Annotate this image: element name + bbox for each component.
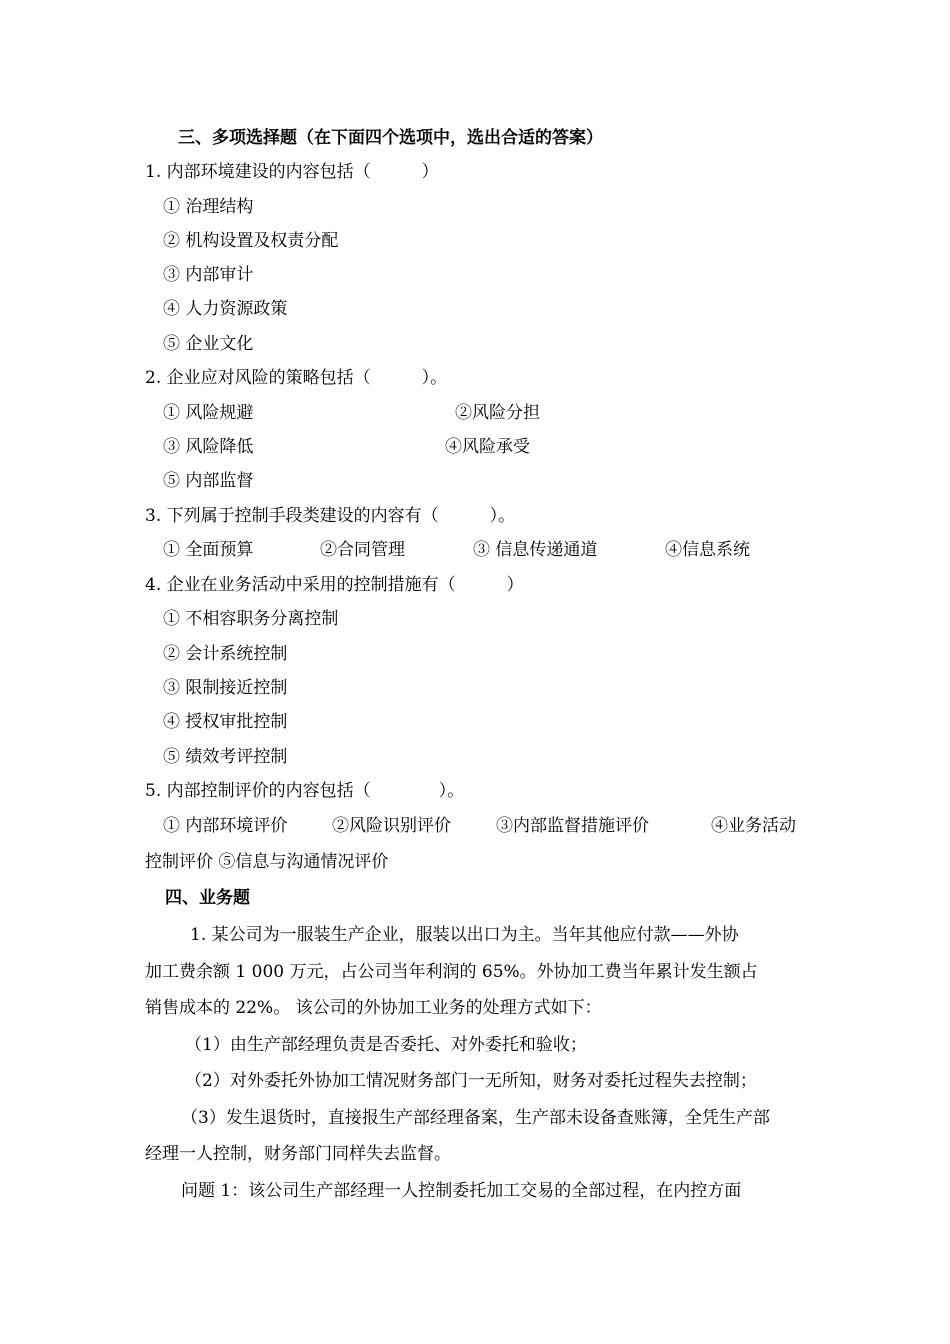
case-line-3: 销售成本的 22%。 该公司的外协加工业务的处理方式如下： xyxy=(145,998,602,1018)
case-item-2: （2）对外委托外协加工情况财务部门一无所知，财务对委托过程失去控制； xyxy=(185,1071,757,1091)
q5-stem: 5. 内部控制评价的内容包括（ ）。 xyxy=(145,781,465,801)
q5-option-3: ③内部监督措施评价 xyxy=(496,816,649,836)
q2-option-1: ① 风险规避 xyxy=(163,403,254,423)
q1-stem: 1. 内部环境建设的内容包括（ ） xyxy=(145,162,439,182)
q1-option-3: ③ 内部审计 xyxy=(163,265,254,285)
case-item-1: （1）由生产部经理负责是否委托、对外委托和验收； xyxy=(185,1035,587,1055)
q5-option-2: ②风险识别评价 xyxy=(332,816,451,836)
case-line-2: 加工费余额 1 000 万元，占公司当年利润的 65%。外协加工费当年累计发生额占 xyxy=(145,962,758,982)
q3-option-2: ②合同管理 xyxy=(320,540,405,560)
q4-option-5: ⑤ 绩效考评控制 xyxy=(163,747,288,767)
question-1: 问题 1：该公司生产部经理一人控制委托加工交易的全部过程，在内控方面 xyxy=(181,1181,742,1201)
q2-stem: 2. 企业应对风险的策略包括（ ）。 xyxy=(145,368,448,388)
q5-option-4: ④业务活动 xyxy=(711,816,796,836)
q3-option-3: ③ 信息传递通道 xyxy=(473,540,598,560)
q4-option-1: ① 不相容职务分离控制 xyxy=(163,609,339,629)
q4-option-3: ③ 限制接近控制 xyxy=(163,678,288,698)
q2-option-5: ⑤ 内部监督 xyxy=(163,471,254,491)
q5-option-1: ① 内部环境评价 xyxy=(163,816,288,836)
q1-option-5: ⑤ 企业文化 xyxy=(163,334,254,354)
q4-option-2: ② 会计系统控制 xyxy=(163,644,288,664)
q1-option-4: ④ 人力资源政策 xyxy=(163,299,288,319)
section4-heading: 四、业务题 xyxy=(165,888,250,908)
case-item-3: （3）发生退货时，直接报生产部经理备案，生产部未设备查账簿，全凭生产部 xyxy=(181,1108,770,1128)
q3-option-4: ④信息系统 xyxy=(665,540,750,560)
case-line-1: 1. 某公司为一服装生产企业，服装以出口为主。当年其他应付款——外协 xyxy=(190,925,739,945)
case-item-3-continuation: 经理一人控制，财务部门同样失去监督。 xyxy=(145,1144,451,1164)
q1-option-2: ② 机构设置及权责分配 xyxy=(163,231,339,251)
q2-option-2: ②风险分担 xyxy=(455,403,540,423)
q4-stem: 4. 企业在业务活动中采用的控制措施有（ ） xyxy=(145,575,524,595)
q4-option-4: ④ 授权审批控制 xyxy=(163,712,288,732)
q3-stem: 3. 下列属于控制手段类建设的内容有（ ）。 xyxy=(145,506,516,526)
section3-heading: 三、多项选择题（在下面四个选项中，选出合适的答案） xyxy=(178,128,603,148)
q1-option-1: ① 治理结构 xyxy=(163,197,254,217)
q2-option-3: ③ 风险降低 xyxy=(163,437,254,457)
q5-continuation: 控制评价 ⑤信息与沟通情况评价 xyxy=(145,852,389,872)
q3-option-1: ① 全面预算 xyxy=(163,540,254,560)
q2-option-4: ④风险承受 xyxy=(445,437,530,457)
